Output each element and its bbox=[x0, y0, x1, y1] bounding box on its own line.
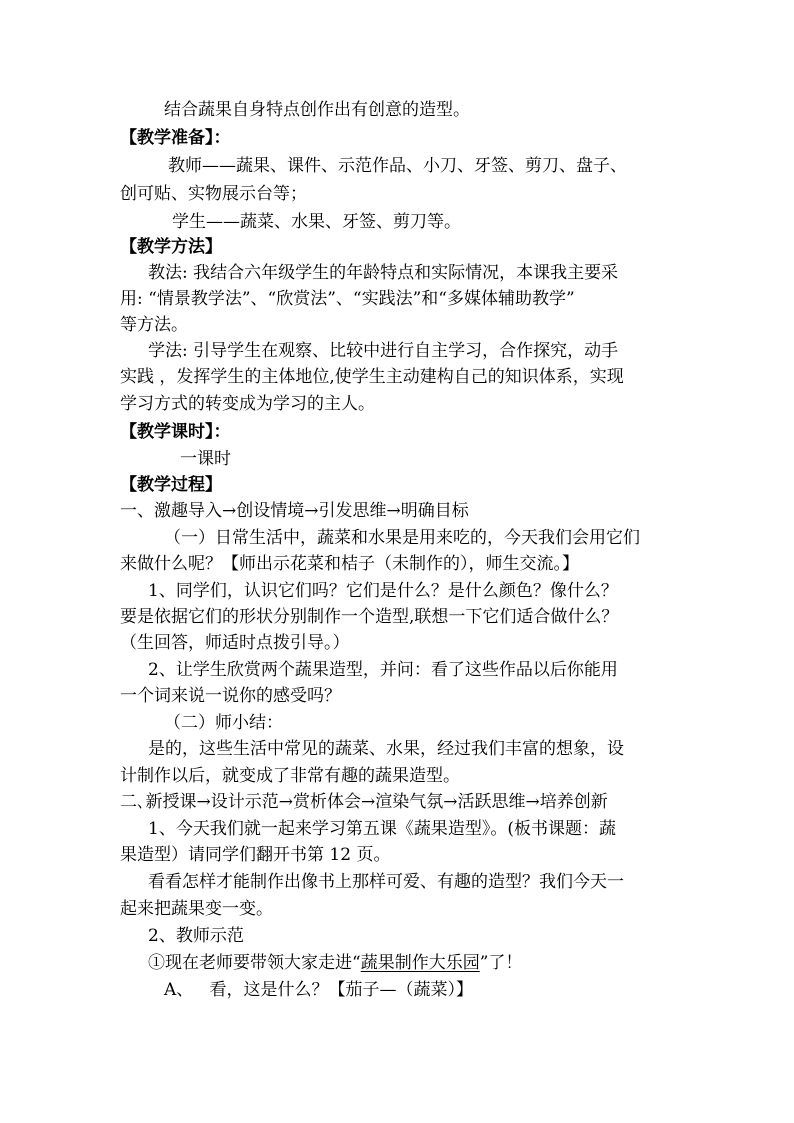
text-line: 教师——蔬果、课件、示范作品、小刀、牙签、剪刀、盘子、 bbox=[168, 156, 627, 176]
text-line: 2、教师示范 bbox=[148, 926, 244, 946]
text-segment: ①现在老师要带领大家走进“ bbox=[148, 953, 361, 973]
section-heading: 【教学过程】 bbox=[120, 475, 222, 495]
text-line: A、 看，这是什么？【茄子—（蔬菜）】 bbox=[164, 980, 473, 1000]
text-segment: ”了！ bbox=[479, 953, 523, 973]
section-heading: 【教学课时】： bbox=[120, 422, 231, 442]
text-line: 1、今天我们就一起来学习第五课《蔬果造型》。(板书课题：蔬 bbox=[148, 819, 616, 839]
text-line: 一、激趣导入→创设情境→引发思维→明确目标 bbox=[120, 501, 469, 521]
text-line: 1、同学们，认识它们吗？它们是什么？是什么颜色？像什么？ bbox=[148, 581, 618, 601]
text-line: 学生——蔬菜、水果、牙签、剪刀等。 bbox=[172, 212, 461, 232]
text-line: 看看怎样才能制作出像书上那样可爱、有趣的造型？我们今天一 bbox=[148, 872, 624, 892]
text-line: （一）日常生活中，蔬菜和水果是用来吃的，今天我们会用它们 bbox=[164, 528, 640, 548]
text-line: 果造型）请同学们翻开书第 12 页。 bbox=[120, 845, 391, 865]
text-line: 一个词来说一说你的感受吗？ bbox=[120, 686, 341, 706]
text-line: （生回答，师适时点拨引导。） bbox=[120, 633, 350, 653]
text-line: 来做什么呢？【师出示花菜和桔子（未制作的），师生交流。】 bbox=[120, 554, 579, 574]
text-line: 创可贴、实物展示台等； bbox=[120, 184, 307, 204]
section-heading: 【教学方法】 bbox=[120, 237, 222, 257]
text-line: 等方法。 bbox=[120, 315, 188, 335]
underlined-phrase: 蔬果制作大乐园 bbox=[360, 953, 480, 973]
text-line: 起来把蔬果变一变。 bbox=[120, 899, 273, 919]
text-line: 教法: 我结合六年级学生的年龄特点和实际情况，本课我主要采 bbox=[148, 263, 619, 283]
text-line: 是的，这些生活中常见的蔬菜、水果，经过我们丰富的想象，设 bbox=[148, 739, 624, 759]
text-line: 二､新授课→设计示范→赏析体会→渲染气氛→活跃思维→培养创新 bbox=[120, 792, 608, 812]
text-line: 2、让学生欣赏两个蔬果造型，并问：看了这些作品以后你能用 bbox=[148, 660, 618, 680]
text-line: 实践 ，发挥学生的主体地位,使学生主动建构自己的知识体系，实现 bbox=[120, 367, 624, 387]
section-heading: 【教学准备】： bbox=[120, 128, 231, 148]
text-line: 用: “情景教学法”、“欣赏法”、“实践法”和“多媒体辅助教学” bbox=[120, 289, 575, 309]
text-line: 计制作以后，就变成了非常有趣的蔬果造型。 bbox=[120, 766, 460, 786]
text-line: （二）师小结： bbox=[164, 713, 283, 733]
text-line: 要是依据它们的形状分别制作一个造型,联想一下它们适合做什么？ bbox=[120, 607, 619, 627]
text-line: 结合蔬果自身特点创作出有创意的造型。 bbox=[164, 100, 470, 120]
text-line: 一课时 bbox=[180, 449, 231, 469]
text-line bbox=[148, 952, 522, 974]
text-line: 学习方式的转变成为学习的主人。 bbox=[120, 394, 375, 414]
text-line: 学法: 引导学生在观察、比较中进行自主学习，合作探究，动手 bbox=[148, 341, 619, 361]
